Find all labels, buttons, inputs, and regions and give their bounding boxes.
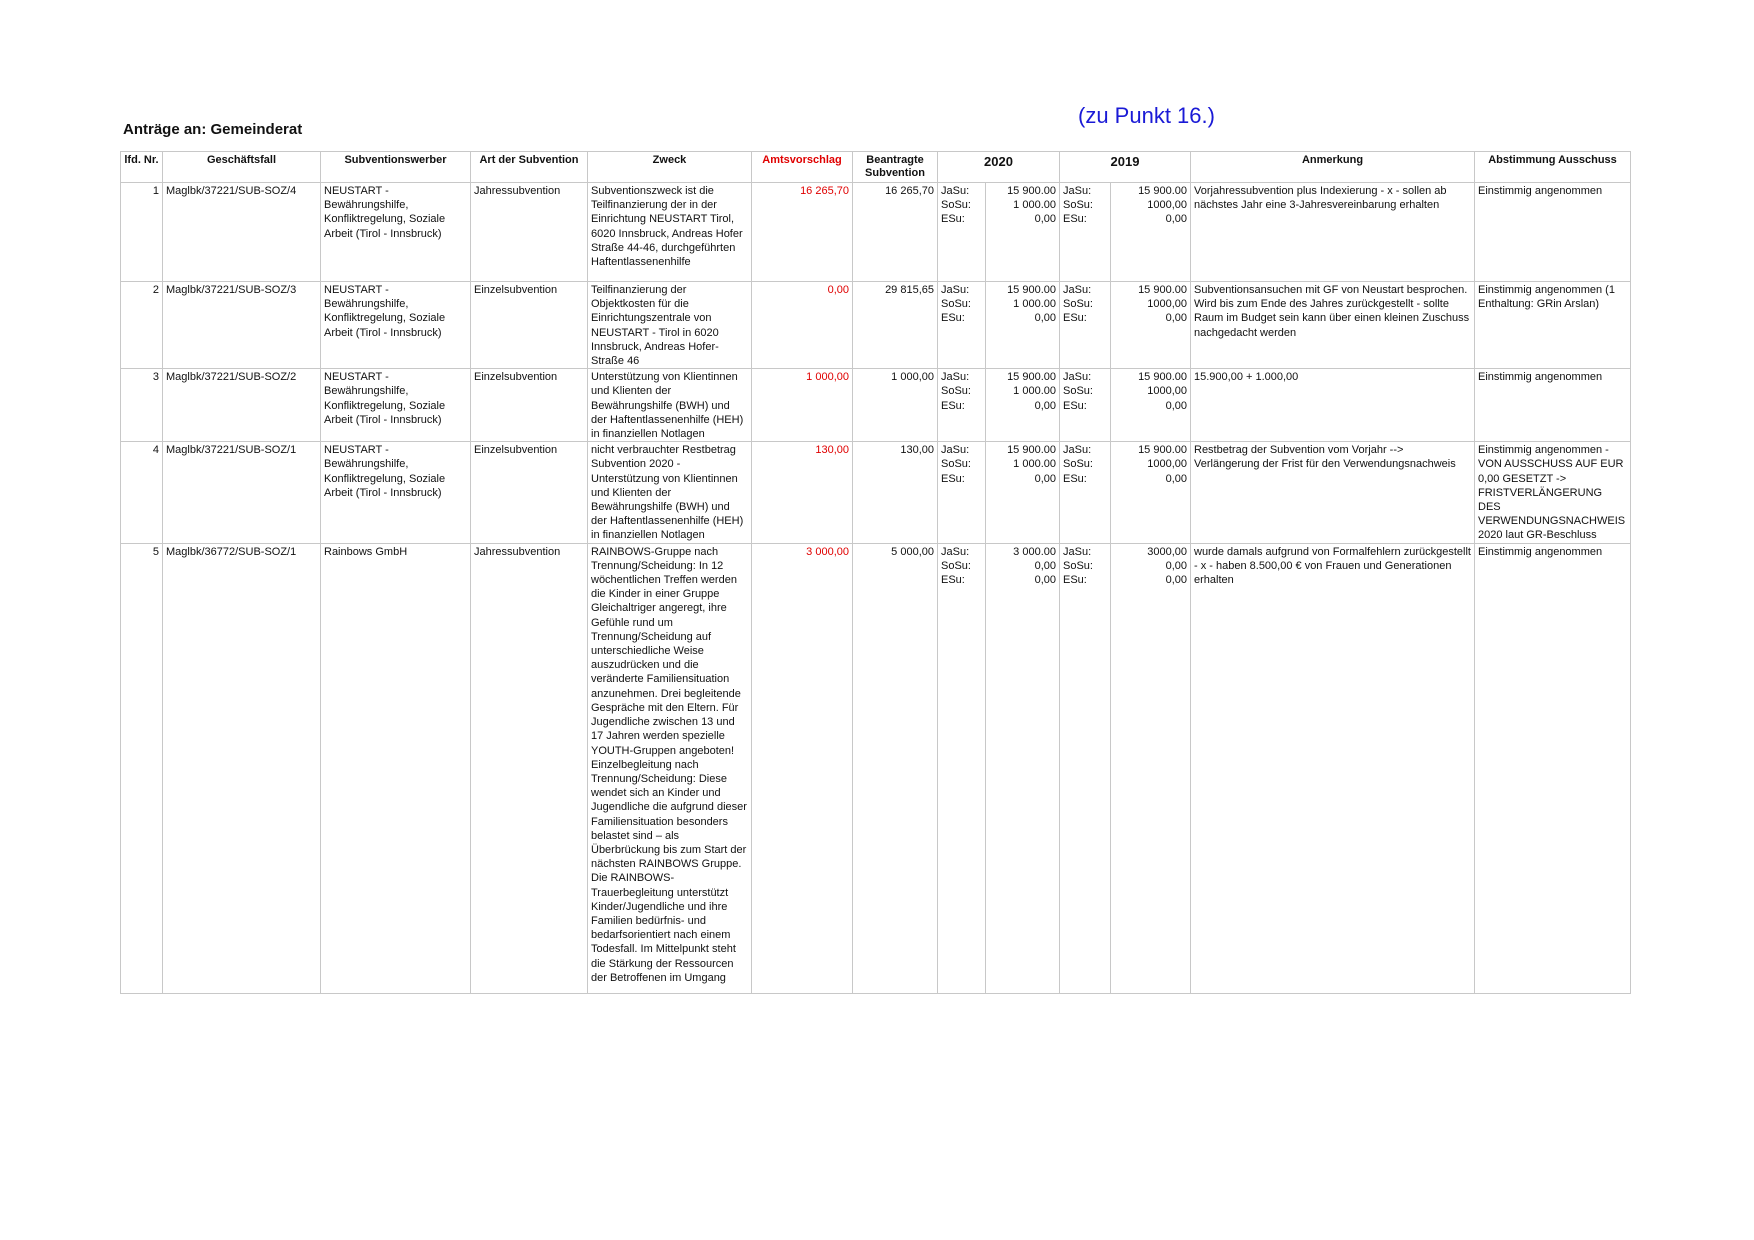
row-purpose: Unterstützung von Klientinnen und Klienten der Bewährungshilfe (BWH) und der Haftentlassenenhilfe (HEH) in finanziellen Notlagen: [588, 369, 752, 442]
value-jasu: 15 900.00: [1138, 185, 1187, 197]
row-type: Jahressubvention: [471, 183, 588, 282]
label-jasu: JaSu:: [1063, 284, 1092, 296]
label-esu: ESu:: [941, 472, 965, 485]
row-2019-values: [1111, 369, 1191, 442]
row-case: Maglbk/37221/SUB-SOZ/3: [163, 282, 321, 369]
row-2020-labels: [938, 282, 986, 369]
col-header-applicant: Subventionswerber: [321, 152, 471, 183]
row-applicant: NEUSTART - Bewährungshilfe, Konfliktregelung, Soziale Arbeit (Tirol - Innsbruck): [321, 282, 471, 369]
label-jasu: JaSu:: [941, 185, 970, 197]
value-jasu: 15 900.00: [1138, 371, 1187, 384]
row-purpose: nicht verbrauchter Restbetrag Subvention 2020 - Unterstützung von Klientinnen und Klienten der Bewährungshilfe (BWH) und der Haftentlassenenhilfe (HEH) in finanziellen Notlagen: [588, 442, 752, 543]
row-purpose: Subventionszweck ist die Teilfinanzierung der in der Einrichtung NEUSTART Tirol, 6020 Innsbruck, Andreas Hofer Straße 44-46, durchgeführten Haftentlassenenhilfe: [588, 183, 752, 282]
row-requested: 130,00: [853, 442, 938, 543]
table-row: [121, 543, 1631, 993]
label-esu: ESu:: [1063, 312, 1087, 325]
col-header-purpose: Zweck: [588, 152, 752, 183]
row-nr: 1: [121, 183, 163, 282]
row-case: Maglbk/37221/SUB-SOZ/2: [163, 369, 321, 442]
row-2019-values: [1111, 282, 1191, 369]
label-sosu: SoSu:: [1063, 559, 1093, 572]
row-proposal: 130,00: [752, 442, 853, 543]
row-proposal: 1 000,00: [752, 369, 853, 442]
value-esu: 0,00: [1034, 312, 1056, 325]
row-2019-values: [1111, 543, 1191, 993]
label-sosu: SoSu:: [941, 458, 971, 471]
row-2020-values: [986, 442, 1060, 543]
label-sosu: SoSu:: [941, 199, 971, 212]
row-type: Einzelsubvention: [471, 282, 588, 369]
row-2019-labels: [1060, 442, 1111, 543]
row-requested: 29 815,65: [853, 282, 938, 369]
row-requested: 16 265,70: [853, 183, 938, 282]
col-header-proposal: Amtsvorschlag: [752, 152, 853, 183]
col-header-year-2020: 2020: [938, 152, 1060, 183]
label-esu: ESu:: [1063, 472, 1087, 485]
col-header-year-2019: 2019: [1060, 152, 1191, 183]
agenda-reference: (zu Punkt 16.): [1078, 103, 1215, 128]
row-case: Maglbk/36772/SUB-SOZ/1: [163, 543, 321, 993]
row-remark: Restbetrag der Subvention vom Vorjahr --> Verlängerung der Frist für den Verwendungsnachweis: [1191, 442, 1475, 543]
value-sosu: 1000,00: [1147, 385, 1187, 398]
row-2019-labels: [1060, 369, 1111, 442]
row-case: Maglbk/37221/SUB-SOZ/1: [163, 442, 321, 543]
value-esu: 0,00: [1165, 312, 1187, 325]
label-sosu: SoSu:: [1063, 458, 1093, 471]
col-header-remark: Anmerkung: [1191, 152, 1475, 183]
value-esu: 0,00: [1165, 574, 1187, 587]
label-esu: ESu:: [941, 213, 965, 226]
table-header-row: [121, 152, 1631, 183]
row-remark: Subventionsansuchen mit GF von Neustart besprochen. Wird bis zum Ende des Jahres zurückgestellt - sollte Raum im Budget sein kann über einen kleinen Zuschuss nachgedacht werden: [1191, 282, 1475, 369]
value-jasu: 15 900.00: [1007, 371, 1056, 384]
row-2020-values: [986, 282, 1060, 369]
table-row: [121, 183, 1631, 282]
row-2020-values: [986, 369, 1060, 442]
row-applicant: NEUSTART - Bewährungshilfe, Konfliktregelung, Soziale Arbeit (Tirol - Innsbruck): [321, 183, 471, 282]
label-jasu: JaSu:: [941, 371, 970, 384]
row-nr: 5: [121, 543, 163, 993]
row-nr: 2: [121, 282, 163, 369]
row-applicant: NEUSTART - Bewährungshilfe, Konfliktregelung, Soziale Arbeit (Tirol - Innsbruck): [321, 369, 471, 442]
row-vote: Einstimmig angenommen: [1475, 543, 1631, 993]
label-esu: ESu:: [1063, 213, 1087, 226]
col-header-type: Art der Subvention: [471, 152, 588, 183]
label-esu: ESu:: [1063, 574, 1087, 587]
value-sosu: 0,00: [1034, 559, 1056, 572]
value-sosu: 1000,00: [1147, 298, 1187, 311]
label-jasu: JaSu:: [1063, 444, 1092, 457]
col-header-vote: Abstimmung Ausschuss: [1475, 152, 1631, 183]
value-esu: 0,00: [1034, 472, 1056, 485]
label-esu: ESu:: [1063, 399, 1087, 412]
label-jasu: JaSu:: [1063, 185, 1092, 197]
value-esu: 0,00: [1034, 213, 1056, 226]
value-sosu: 1000,00: [1147, 199, 1187, 212]
label-sosu: SoSu:: [1063, 199, 1093, 212]
row-applicant: Rainbows GmbH: [321, 543, 471, 993]
value-sosu: 1 000.00: [1013, 385, 1056, 398]
row-type: Jahressubvention: [471, 543, 588, 993]
value-esu: 0,00: [1034, 399, 1056, 412]
row-2020-labels: [938, 543, 986, 993]
row-2020-labels: [938, 369, 986, 442]
value-esu: 0,00: [1165, 399, 1187, 412]
row-2020-labels: [938, 183, 986, 282]
label-jasu: JaSu:: [941, 444, 970, 457]
row-vote: Einstimmig angenommen: [1475, 183, 1631, 282]
value-sosu: 1000,00: [1147, 458, 1187, 471]
row-requested: 1 000,00: [853, 369, 938, 442]
row-purpose: [588, 543, 752, 993]
value-jasu: 15 900.00: [1007, 444, 1056, 457]
row-remark: Vorjahressubvention plus Indexierung - x - sollen ab nächstes Jahr eine 3-Jahresvereinbarung erhalten: [1191, 183, 1475, 282]
value-sosu: 0,00: [1165, 559, 1187, 572]
value-jasu: 3 000.00: [1013, 545, 1056, 558]
row-applicant: NEUSTART - Bewährungshilfe, Konfliktregelung, Soziale Arbeit (Tirol - Innsbruck): [321, 442, 471, 543]
row-purpose: Teilfinanzierung der Objektkosten für die Einrichtungszentrale von NEUSTART - Tirol in 6020 Innsbruck, Andreas Hofer-Straße 46: [588, 282, 752, 369]
label-esu: ESu:: [941, 312, 965, 325]
table-row: [121, 369, 1631, 442]
label-jasu: JaSu:: [941, 284, 970, 296]
row-proposal: 0,00: [752, 282, 853, 369]
row-nr: 4: [121, 442, 163, 543]
value-jasu: 15 900.00: [1007, 284, 1056, 296]
row-2019-labels: [1060, 282, 1111, 369]
value-jasu: 15 900.00: [1138, 284, 1187, 296]
value-jasu: 15 900.00: [1138, 444, 1187, 457]
label-jasu: JaSu:: [1063, 545, 1092, 558]
row-case: Maglbk/37221/SUB-SOZ/4: [163, 183, 321, 282]
row-requested: 5 000,00: [853, 543, 938, 993]
row-vote: Einstimmig angenommen: [1475, 369, 1631, 442]
row-2020-values: [986, 183, 1060, 282]
value-sosu: 1 000.00: [1013, 458, 1056, 471]
row-vote: Einstimmig angenommen (1 Enthaltung: GRin Arslan): [1475, 282, 1631, 369]
subsidy-table: [120, 151, 1631, 994]
col-header-case: Geschäftsfall: [163, 152, 321, 183]
value-jasu: 15 900.00: [1007, 185, 1056, 197]
col-header-nr: lfd. Nr.: [121, 152, 163, 183]
value-esu: 0,00: [1165, 472, 1187, 485]
label-sosu: SoSu:: [941, 559, 971, 572]
row-2020-labels: [938, 442, 986, 543]
label-sosu: SoSu:: [941, 385, 971, 398]
label-esu: ESu:: [941, 399, 965, 412]
col-header-requested: Beantragte Subvention: [853, 152, 938, 183]
purpose-paragraph: RAINBOWS-Gruppe nach Trennung/Scheidung: In 12 wöchentlichen Treffen werden die Kinder in einer Gruppe Gleichaltriger angeregt, ihre Gefühle rund um Trennung/Scheidung auf unterschiedliche Weise auszudrücken und die veränderte Familiensituation anzunehmen. Drei begleitende Gespräche mit den Eltern. Für Jugendliche zwischen 13 und 17 Jahren werden spezielle YOUTH-Gruppen angeboten! Einzelbegleitung nach Trennung/Scheidung: Diese wendet sich an Kinder und Jugendliche die aufgrund dieser Familiensituation besonders belastet sind – als Überbrückung bis zum Start der nächsten RAINBOWS Gruppe.: [591, 545, 747, 871]
row-2019-labels: [1060, 183, 1111, 282]
row-remark: wurde damals aufgrund von Formalfehlern zurückgestellt - x - haben 8.500,00 € von Frauen und Generationen erhalten: [1191, 543, 1475, 993]
label-esu: ESu:: [941, 574, 965, 587]
purpose-paragraph: Die RAINBOWS-Trauerbegleitung unterstützt Kinder/Jugendliche und ihre Familien bedürfnis- und bedarfsorientiert nach einem Todesfall. Im Mittelpunkt steht die Stärkung der Ressourcen der Betroffenen im Umgang: [591, 872, 736, 984]
label-jasu: JaSu:: [941, 545, 970, 558]
label-jasu: JaSu:: [1063, 371, 1092, 384]
row-remark: 15.900,00 + 1.000,00: [1191, 369, 1475, 442]
row-2020-values: [986, 543, 1060, 993]
page-title: Anträge an: Gemeinderat: [123, 121, 303, 138]
row-type: Einzelsubvention: [471, 442, 588, 543]
row-2019-labels: [1060, 543, 1111, 993]
row-2019-values: [1111, 183, 1191, 282]
row-type: Einzelsubvention: [471, 369, 588, 442]
row-proposal: 3 000,00: [752, 543, 853, 993]
row-vote: Einstimmig angenommen - VON AUSSCHUSS AUF EUR 0,00 GESETZT -> FRISTVERLÄNGERUNG DES VERWENDUNGSNACHWEIS 2020 laut GR-Beschluss: [1475, 442, 1631, 543]
value-sosu: 1 000.00: [1013, 298, 1056, 311]
value-jasu: 3000,00: [1147, 545, 1187, 558]
row-2019-values: [1111, 442, 1191, 543]
value-esu: 0,00: [1034, 574, 1056, 587]
label-sosu: SoSu:: [941, 298, 971, 311]
label-sosu: SoSu:: [1063, 298, 1093, 311]
value-esu: 0,00: [1165, 213, 1187, 226]
table-row: [121, 282, 1631, 369]
value-sosu: 1 000.00: [1013, 199, 1056, 212]
row-nr: 3: [121, 369, 163, 442]
label-sosu: SoSu:: [1063, 385, 1093, 398]
table-row: [121, 442, 1631, 543]
row-proposal: 16 265,70: [752, 183, 853, 282]
